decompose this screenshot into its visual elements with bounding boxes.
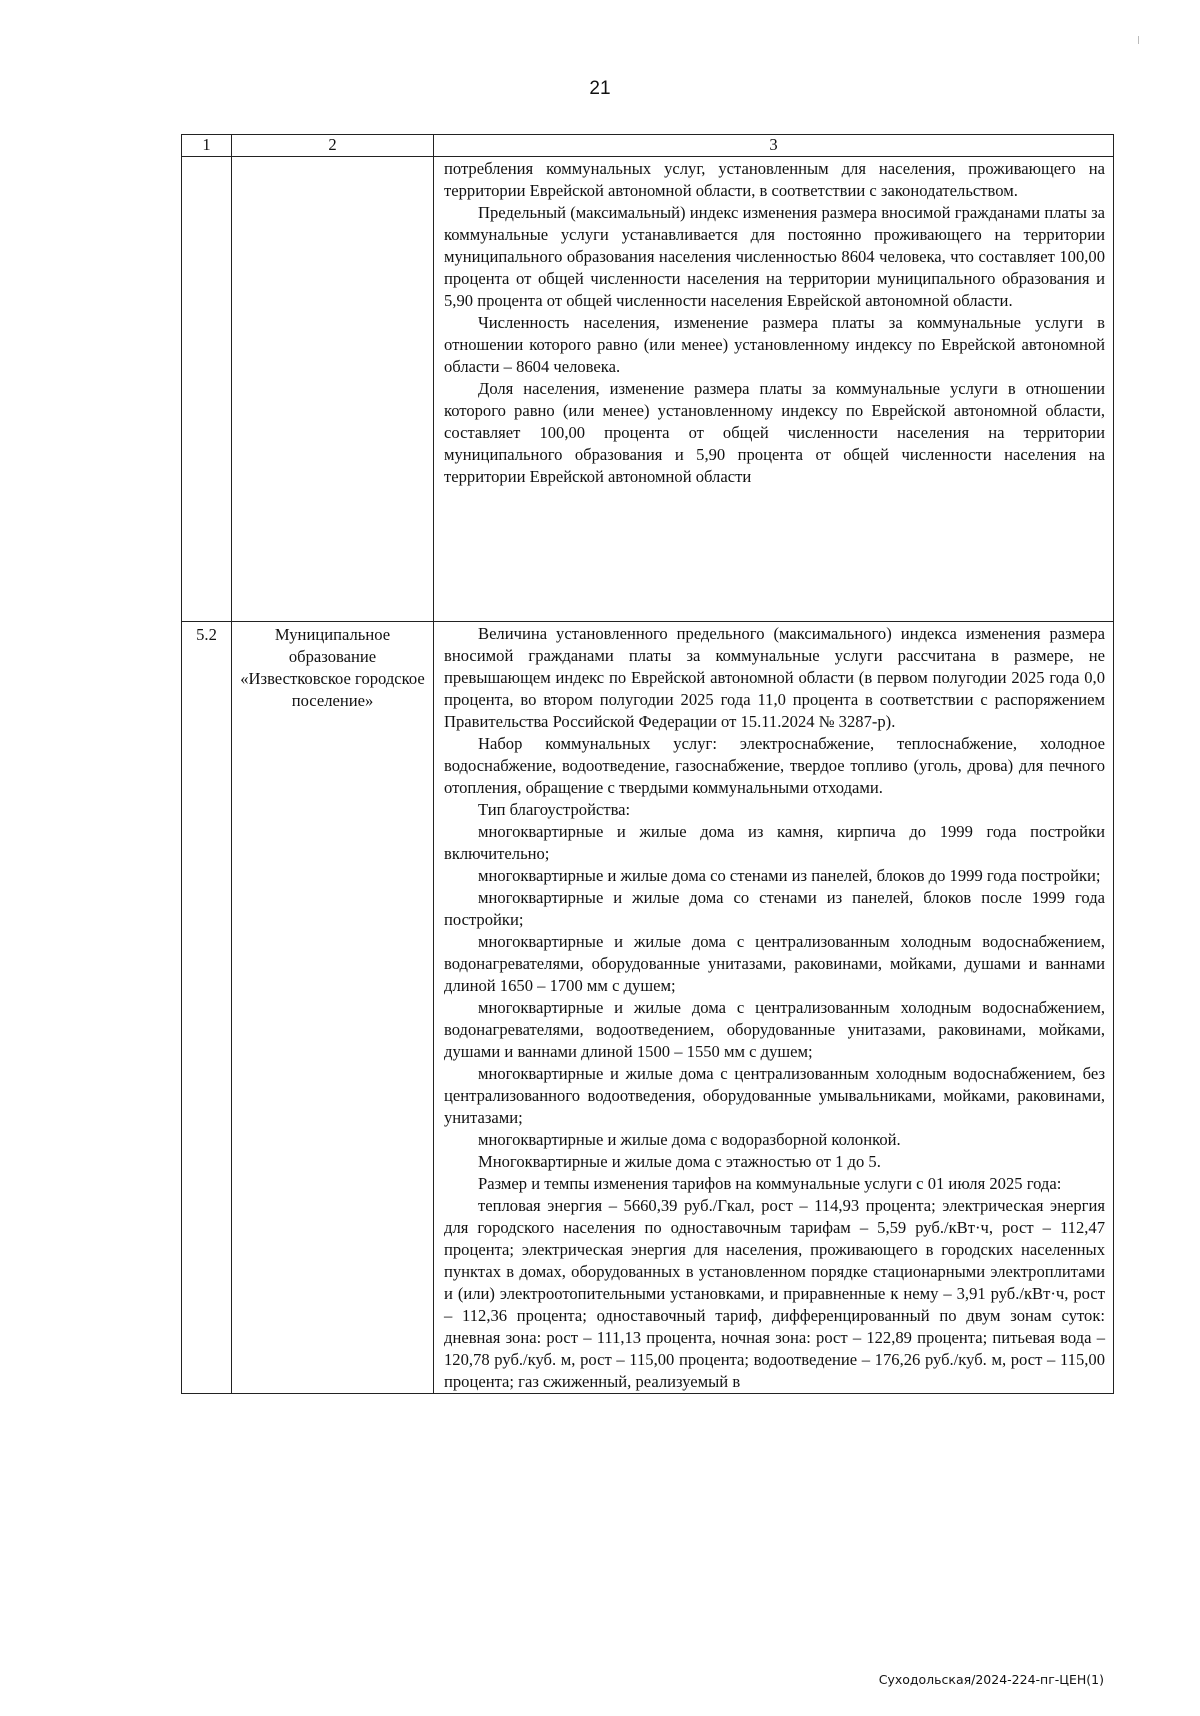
row-number-cell: 5.2 <box>182 622 232 1394</box>
municipality-cell <box>232 157 434 622</box>
description-cell <box>434 157 1114 622</box>
paragraph: Величина установленного предельного (максимального) индекса изменения размера вносимой гражданами платы за коммунальные услуги рассчитана в размере, не превышающем индекс по Еврейской автономной области (в первом полугодии 2025 года 0,0 процента, во втором полугодии 2025 года 11,0 процента в соответствии с распоряжением Правительства Российской Федерации от 15.11.2024 № 3287-р). <box>444 624 1105 731</box>
paragraph: многоквартирные и жилые дома с централизованным холодным водоснабжением, водонагревателями, водоотведением, оборудованные унитазами, раковинами, мойками, душами и ваннами длиной 1500 – 1550 мм с душем; <box>444 998 1105 1061</box>
paragraph: многоквартирные и жилые дома с водоразборной колонкой. <box>478 1130 901 1149</box>
tariff-table <box>181 134 1114 1394</box>
description-cell <box>434 622 1114 1394</box>
scan-mark <box>1138 36 1139 44</box>
paragraph: Численность населения, изменение размера платы за коммунальные услуги в отношении которого равно (или менее) установленному индексу по Еврейской автономной области – 8604 человека. <box>444 313 1105 376</box>
row-number-cell <box>182 157 232 622</box>
paragraph: многоквартирные и жилые дома из камня, кирпича до 1999 года постройки включительно; <box>444 822 1105 863</box>
column-header-1: 1 <box>182 135 232 157</box>
paragraph: Доля населения, изменение размера платы за коммунальные услуги в отношении которого равно (или менее) установленному индексу по Еврейской автономной области, составляет 100,00 процента от общей численности населения на территории муниципального образования и 5,90 процента от общей численности населения на территории Еврейской автономной области <box>444 379 1105 486</box>
page-number: 21 <box>589 78 611 99</box>
paragraph: потребления коммунальных услуг, установленным для населения, проживающего на территории Еврейской автономной области, в соответствии с законодательством. <box>444 159 1105 200</box>
paragraph: многоквартирные и жилые дома с централизованным холодным водоснабжением, без централизованного водоотведения, оборудованные умывальниками, мойками, раковинами, унитазами; <box>444 1064 1105 1127</box>
document-code: Суходольская/2024-224-пг-ЦЕН(1) <box>878 1672 1104 1687</box>
paragraph: Набор коммунальных услуг: электроснабжение, теплоснабжение, холодное водоснабжение, водоотведение, газоснабжение, твердое топливо (уголь, дрова) для печного отопления, обращение с твердыми коммунальными отходами. <box>444 734 1105 797</box>
column-header-2: 2 <box>232 135 434 157</box>
paragraph: многоквартирные и жилые дома со стенами из панелей, блоков после 1999 года постройки; <box>444 888 1105 929</box>
table-row <box>182 157 1114 622</box>
municipality-cell: Муниципальное образование «Известковское городское поселение» <box>232 622 434 1394</box>
table-header-row <box>182 135 1114 157</box>
paragraph: Размер и темпы изменения тарифов на коммунальные услуги с 01 июля 2025 года: <box>478 1174 1062 1193</box>
column-header-3: 3 <box>434 135 1114 157</box>
paragraph: многоквартирные и жилые дома с централизованным холодным водоснабжением, водонагревателями, оборудованные унитазами, раковинами, мойками, душами и ваннами длиной 1650 – 1700 мм с душем; <box>444 932 1105 995</box>
paragraph: многоквартирные и жилые дома со стенами из панелей, блоков до 1999 года постройки; <box>478 866 1101 885</box>
paragraph: Предельный (максимальный) индекс изменения размера вносимой гражданами платы за коммунальные услуги устанавливается для постоянно проживающего на территории муниципального образования населения численностью 8604 человека, что составляет 100,00 процента от общей численности населения на территории муниципального образования и 5,90 процента от общей численности населения Еврейской автономной области. <box>444 203 1105 310</box>
paragraph: Многоквартирные и жилые дома с этажностью от 1 до 5. <box>478 1152 881 1171</box>
table-row <box>182 622 1114 1394</box>
paragraph: тепловая энергия – 5660,39 руб./Гкал, рост – 114,93 процента; электрическая энергия для городского населения по одноставочным тарифам – 5,59 руб./кВт·ч, рост – 112,47 процента; электрическая энергия для населения, проживающего в городских населенных пунктах в домах, оборудованных в установленном порядке стационарными электроплитами и (или) электроотопительными установками, и приравненные к нему – 3,91 руб./кВт·ч, рост – 112,36 процента; одноставочный тариф, дифференцированный по двум зонам суток: дневная зона: рост – 111,13 процента, ночная зона: рост – 122,89 процента; питьевая вода – 120,78 руб./куб. м, рост – 115,00 процента; водоотведение – 176,26 руб./куб. м, рост – 115,00 процента; газ сжиженный, реализуемый в <box>444 1196 1105 1391</box>
paragraph: Тип благоустройства: <box>478 800 631 819</box>
